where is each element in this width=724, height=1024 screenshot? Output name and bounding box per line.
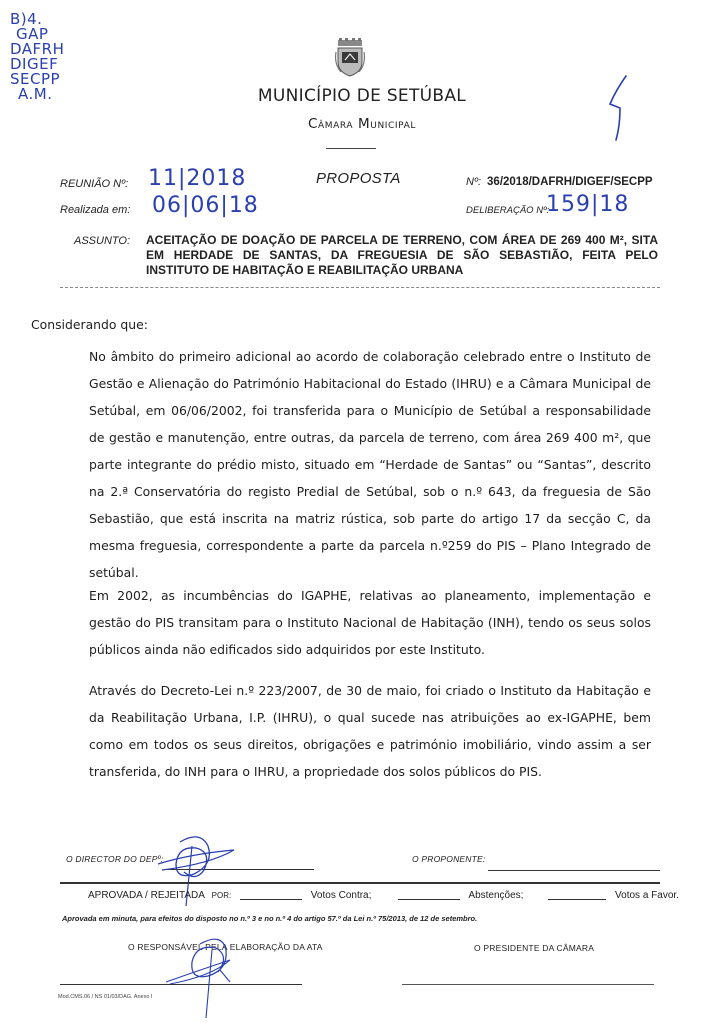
margin-note-line: SECPP [10,70,61,88]
abstencoes-label: Abstenções; [468,890,524,901]
model-reference: Mod.CMS.06 / NS 01/03/DAG. Anexo I [58,994,153,1000]
minuta-note: Aprovada em minuta, para efeitos do disposto no n.º 3 e no n.º 4 do artigo 57.º da Lei n.º 75/2013, de 12 de setembro. [62,914,478,923]
council-subtitle: Câmara Municipal [307,116,417,132]
votes-blank [398,899,460,900]
assunto-value: ACEITAÇÃO DE DOAÇÃO DE PARCELA DE TERRENO, COM ÁREA DE 269 400 M², SITA EM HERDADE DE SANTAS, DA FREGUESIA DE SÃO SEBASTIÃO, FEITA PELO INSTITUTO DE HABITAÇÃO E REABILITAÇÃO URBANA [146,233,658,277]
responsavel-label: O RESPONSÁVEL PELA ELABORAÇÃO DA ATA [128,942,323,952]
aprovada-label: APROVADA / REJEITADA [88,890,205,901]
proponente-label: O PROPONENTE: [412,854,486,864]
coat-of-arms-icon [333,38,367,78]
proponente-signature-line [488,870,660,871]
realizada-label: Realizada em: [60,204,131,216]
reuniao-value: 11|2018 [148,166,247,191]
paragraph-text: No âmbito do primeiro adicional ao acordo de colaboração celebrado entre o Instituto de Gestão e Alienação do Património Habitacional do Estado (IHRU) e a Câmara Municipal de Setúbal, em 06/06/2002, foi transferida para o Município de Setúbal a responsabilidade de gestão e manutenção, entre outras, da parcela de terreno, com área 269 400 m², que parte integrante do prédio misto, situado em “Herdade de Santas” ou “Santas”, descrito na 2.ª Conservatória do registo Predial de Setúbal, sob o n.º 643, da freguesia de São Sebastião, que está inscrita na matriz rústica, sob parte do artigo 17 da secção C, da mesma freguesia, correspondente a parte da parcela n.º259 do PIS – Plano Integrado de setúbal. [89,349,651,580]
proposta-number-label: Nº: [466,176,482,188]
margin-note-line: A.M. [18,85,53,103]
votos-contra-label: Votos Contra; [310,890,372,901]
proposta-heading: PROPOSTA [316,170,401,187]
reuniao-label: REUNIÃO Nº: [60,178,129,190]
deliberacao-label: DELIBERAÇÃO Nº: [466,205,550,216]
margin-note-line: DAFRH [10,40,65,58]
votes-blank [548,899,606,900]
por-label: POR: [211,891,232,900]
municipality-title: MUNICÍPIO DE SETÚBAL [257,86,467,106]
paragraph-text: Através do Decreto-Lei n.º 223/2007, de 30 de maio, foi criado o Instituto da Habitação e da Reabilitação Urbana, I.P. (IHRU), o qual sucede nas atribuições ao ex-IGAPHE, bem como em todos os seus direitos, obrigações e património imobiliário, vindo assim a ser transferida, do INH para o IHRU, a propriedade dos solos públicos do PIS. [89,683,651,779]
proposta-number [466,176,653,188]
presidente-label: O PRESIDENTE DA CÂMARA [474,943,595,953]
deliberacao-value: 159|18 [546,192,630,217]
approval-divider [60,882,660,884]
realizada-value: 06|06|18 [152,193,259,218]
assunto-label: ASSUNTO: [74,235,131,247]
subject-divider [60,287,660,288]
title-divider [326,148,376,149]
margin-note-line: DIGEF [10,55,59,73]
vote-tally-row [88,890,679,901]
director-label: O DIRECTOR DO DEPº: [66,854,164,864]
margin-note-line: B)4. [10,10,43,28]
margin-note-line: GAP [16,25,49,43]
proposta-number-value: 36/2018/DAFRH/DIGEF/SECPP [487,176,653,188]
votos-favor-label: Votos a Favor. [615,890,679,901]
considerando-intro: Considerando que: [31,317,148,332]
handwritten-page-mark [598,68,638,148]
responsavel-signature [160,930,250,1020]
body-paragraph-1 [89,343,651,586]
paragraph-text: Em 2002, as incumbências do IGAPHE, relativas ao planeamento, implementação e gestão do PIS transitam para o Instituto Nacional de Habitação (INH), tendo os seus solos públicos ainda não edificados sido adquiridos por este Instituto. [89,588,651,657]
body-paragraph-2 [89,582,651,663]
body-paragraph-3 [89,677,651,785]
presidente-signature-line [402,984,654,985]
votes-blank [240,899,302,900]
